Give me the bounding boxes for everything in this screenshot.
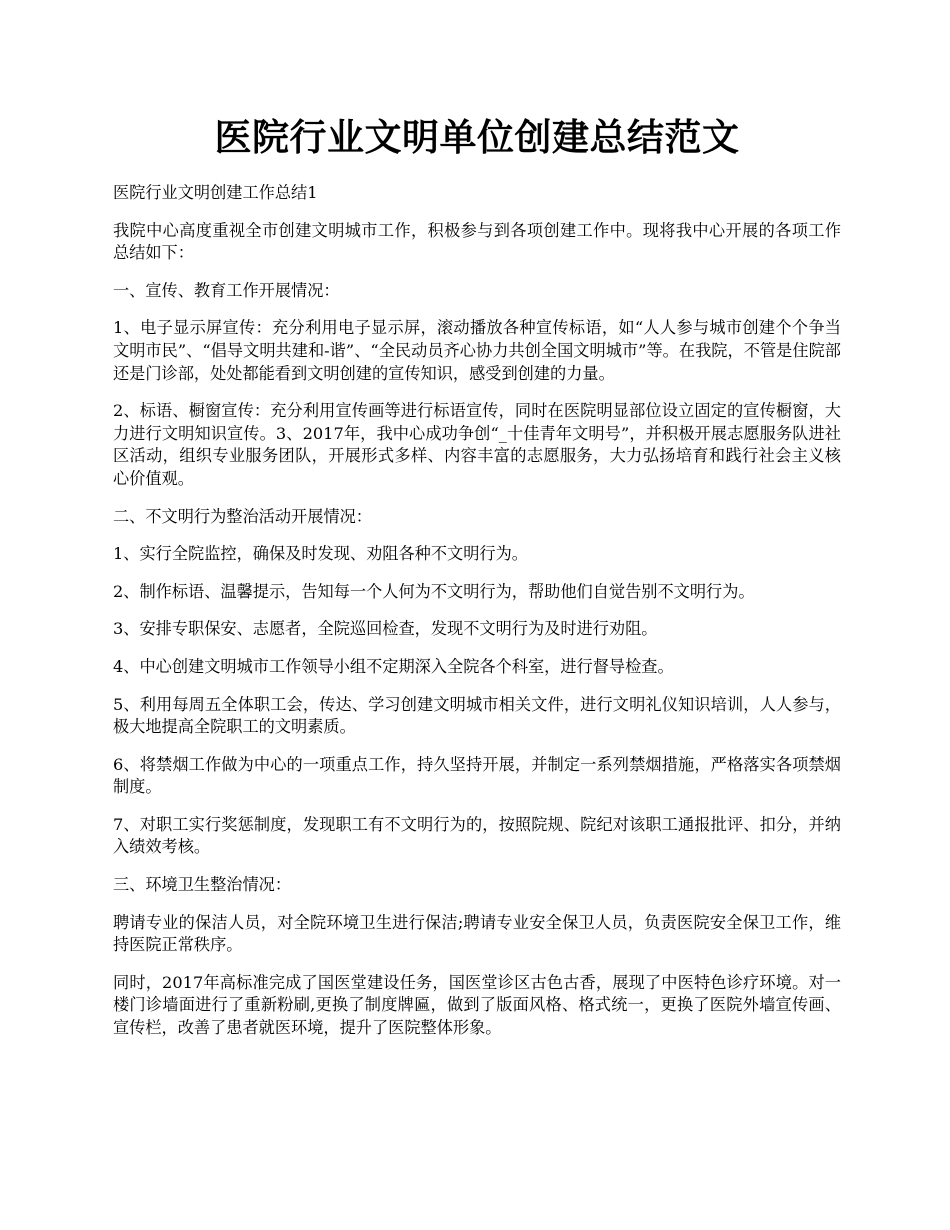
behavior-item-7: 7、对职工实行奖惩制度，发现职工有不文明行为的，按照院规、院纪对该职工通报批评、扣分，并纳入绩效考核。 — [113, 814, 841, 857]
environment-paragraph-2: 同时，2017年高标准完成了国医堂建设任务，国医堂诊区古色古香，展现了中医特色诊疗环境。对一楼门诊墙面进行了重新粉刷,更换了制度牌匾，做到了版面风格、格式统一，更换了医院外墙宣传画、宣传栏，改善了患者就医环境，提升了医院整体形象。 — [113, 972, 841, 1038]
document-page — [113, 0, 841, 1055]
section-heading-publicity: 一、宣传、教育工作开展情况： — [113, 280, 340, 300]
behavior-item-6: 6、将禁烟工作做为中心的一项重点工作，持久坚持开展，并制定一系列禁烟措施，严格落实各项禁烟制度。 — [113, 754, 841, 797]
document-body — [113, 182, 841, 1040]
behavior-item-3: 3、安排专职保安、志愿者，全院巡回检查，发现不文明行为及时进行劝阻。 — [113, 619, 658, 639]
behavior-item-4: 4、中心创建文明城市工作领导小组不定期深入全院各个科室，进行督导检查。 — [113, 656, 674, 676]
behavior-item-2: 2、制作标语、温馨提示，告知每一个人何为不文明行为，帮助他们自觉告别不文明行为。 — [113, 581, 755, 601]
intro-paragraph: 我院中心高度重视全市创建文明城市工作，积极参与到各项创建工作中。现将我中心开展的各项工作总结如下： — [113, 220, 841, 263]
behavior-item-1: 1、实行全院监控，确保及时发现、劝阻各种不文明行为。 — [113, 544, 528, 564]
section-heading-uncivil-behavior: 二、不文明行为整治活动开展情况： — [113, 506, 372, 526]
subtitle-paragraph: 医院行业文明创建工作总结1 — [113, 183, 318, 202]
publicity-item-1: 1、电子显示屏宣传：充分利用电子显示屏，滚动播放各种宣传标语，如“人人参与城市创建个个争当文明市民”、“倡导文明共建和-谐”、“全民动员齐心协力共创全国文明城市”等。在我院，不管是住院部还是门诊部，处处都能看到文明创建的宣传知识，感受到创建的力量。 — [113, 318, 841, 383]
behavior-item-5: 5、利用每周五全体职工会，传达、学习创建文明城市相关文件，进行文明礼仪知识培训，人人参与，极大地提高全院职工的文明素质。 — [113, 694, 841, 737]
section-heading-environment: 三、环境卫生整治情况： — [113, 875, 292, 895]
environment-paragraph-1: 聘请专业的保洁人员，对全院环境卫生进行保洁;聘请专业安全保卫人员，负责医院安全保卫工作，维持医院正常秩序。 — [113, 912, 841, 955]
document-title: 医院行业文明单位创建总结范文 — [214, 115, 740, 159]
publicity-item-2: 2、标语、橱窗宣传：充分利用宣传画等进行标语宣传，同时在医院明显部位设立固定的宣传橱窗，大力进行文明知识宣传。3、2017年，我中心成功争创“_十佳青年文明号”，并积极开展志愿服务队进社区活动，组织专业服务团队，开展形式多样、内容丰富的志愿服务，大力弘扬培育和践行社会主义核心价值观。 — [113, 401, 841, 488]
